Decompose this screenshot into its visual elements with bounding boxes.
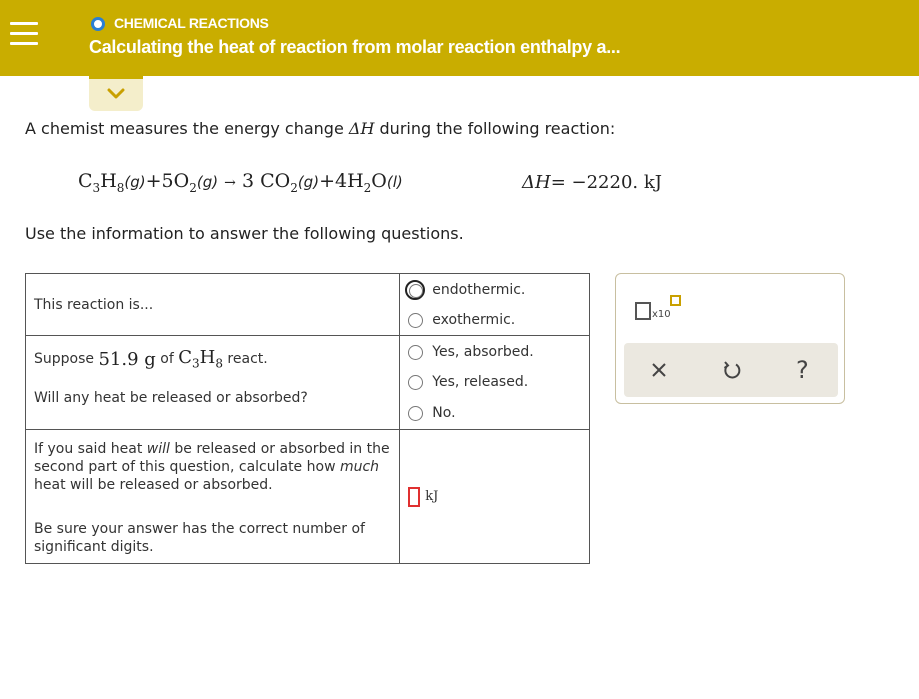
chevron-down-icon xyxy=(107,88,125,100)
eq-plus2: +4 xyxy=(319,170,348,192)
scientific-notation-button[interactable] xyxy=(635,293,681,325)
exponent-box-icon xyxy=(670,295,681,306)
eq-p2-sub: 2 xyxy=(363,180,372,195)
tool-bar xyxy=(624,343,838,397)
eq-r1-sub1: 3 xyxy=(92,180,101,195)
topic-label: CHEMICAL REACTIONS xyxy=(114,15,269,31)
eq-r1-h: H xyxy=(100,170,117,192)
eq-r2: O xyxy=(173,170,190,192)
heat-answer-input[interactable] xyxy=(408,487,420,507)
intro-text xyxy=(25,119,615,138)
radio-exothermic[interactable] xyxy=(408,313,423,328)
eq-r2-state: (g) xyxy=(196,173,219,191)
eq-r1-sub2: 8 xyxy=(116,180,125,195)
row3-line1-post: be released or absorbed in the second part of this question, calculate how xyxy=(34,441,390,475)
row3-question-cell xyxy=(26,430,400,564)
header-bar xyxy=(0,0,919,76)
table-row xyxy=(26,336,590,430)
question-table xyxy=(25,273,590,564)
answer-field xyxy=(408,487,581,507)
page-title: Calculating the heat of reaction from molar reaction enthalpy a... xyxy=(89,37,621,57)
react-text: react. xyxy=(227,351,268,367)
row2-suppose-line xyxy=(34,342,391,376)
mass-value: 51.9 g xyxy=(98,348,156,370)
row3-answer-cell xyxy=(400,430,590,564)
radio-yes-released[interactable] xyxy=(408,375,423,390)
menu-icon[interactable] xyxy=(10,22,38,46)
x10-label: x10 xyxy=(652,309,671,320)
eq-p1-sub: 2 xyxy=(290,180,298,195)
formula-sub2: 8 xyxy=(215,356,223,371)
close-icon xyxy=(644,355,674,385)
row3-text xyxy=(34,440,391,494)
radio-endothermic[interactable] xyxy=(405,280,425,300)
eq-p1: 3 CO xyxy=(241,170,291,192)
undo-icon xyxy=(717,355,747,385)
instructions-text: Use the information to answer the following questions. xyxy=(25,224,464,243)
formula-c: C xyxy=(178,347,192,369)
dh-label: ΔH xyxy=(522,172,551,193)
radio-yes-absorbed[interactable] xyxy=(408,345,423,360)
option-endothermic[interactable] xyxy=(408,275,581,305)
option-yes-absorbed[interactable] xyxy=(408,337,581,367)
row1-options-cell xyxy=(400,274,590,336)
row3-line2-post: heat will be released or absorbed. xyxy=(34,477,273,493)
option-label: exothermic. xyxy=(432,312,516,328)
row1-question-cell xyxy=(26,274,400,336)
intro-prefix: A chemist measures the energy change xyxy=(25,119,344,138)
formula xyxy=(178,347,223,371)
unit-label: kJ xyxy=(425,489,439,504)
topic-status-icon xyxy=(91,17,105,31)
option-label: Yes, released. xyxy=(432,374,529,390)
row2-options-cell xyxy=(400,336,590,430)
option-yes-released[interactable] xyxy=(408,367,581,397)
option-label: Yes, absorbed. xyxy=(432,344,534,360)
row3-em-much: much xyxy=(339,459,380,475)
delta-h-symbol: ΔH xyxy=(348,119,375,138)
option-exothermic[interactable] xyxy=(408,305,581,335)
enthalpy-value xyxy=(522,172,662,193)
collapse-header-button[interactable] xyxy=(89,76,143,111)
intro-suffix: during the following reaction: xyxy=(379,119,616,138)
clear-button[interactable] xyxy=(644,355,674,385)
row3-line1-pre: If you said heat xyxy=(34,441,143,457)
eq-r1-state: (g) xyxy=(124,173,146,191)
reaction-equation xyxy=(78,170,403,195)
row2-question-cell xyxy=(26,336,400,430)
of-text: of xyxy=(160,351,174,367)
mantissa-box-icon xyxy=(635,302,651,320)
sig-figs-note: Be sure your answer has the correct number of significant digits. xyxy=(34,521,365,555)
option-no[interactable] xyxy=(408,397,581,429)
row3-em-will: will xyxy=(146,441,170,457)
eq-r2-sub: 2 xyxy=(189,180,197,195)
help-button[interactable] xyxy=(788,355,818,385)
dh-value: = −2220. kJ xyxy=(550,172,662,193)
eq-plus1: +5 xyxy=(145,170,174,192)
suppose-prefix: Suppose xyxy=(34,351,95,367)
eq-p2-state: (l) xyxy=(386,173,403,191)
option-label: No. xyxy=(432,405,456,421)
undo-button[interactable] xyxy=(717,355,747,385)
answer-tools-panel xyxy=(615,273,845,404)
row1-question: This reaction is... xyxy=(34,296,154,313)
option-label: endothermic. xyxy=(432,282,526,298)
eq-p2-h: H xyxy=(347,170,364,192)
radio-no[interactable] xyxy=(408,406,423,421)
formula-sub1: 3 xyxy=(191,356,200,371)
reaction-arrow-icon: → xyxy=(224,175,236,191)
table-row xyxy=(26,274,590,336)
eq-p2-o: O xyxy=(371,170,387,192)
row2-question: Will any heat be released or absorbed? xyxy=(34,390,308,406)
eq-p1-state: (g) xyxy=(297,173,320,191)
formula-h: H xyxy=(199,347,216,369)
help-icon: ? xyxy=(796,356,809,384)
eq-r1-c: C xyxy=(78,170,93,192)
table-row xyxy=(26,430,590,564)
